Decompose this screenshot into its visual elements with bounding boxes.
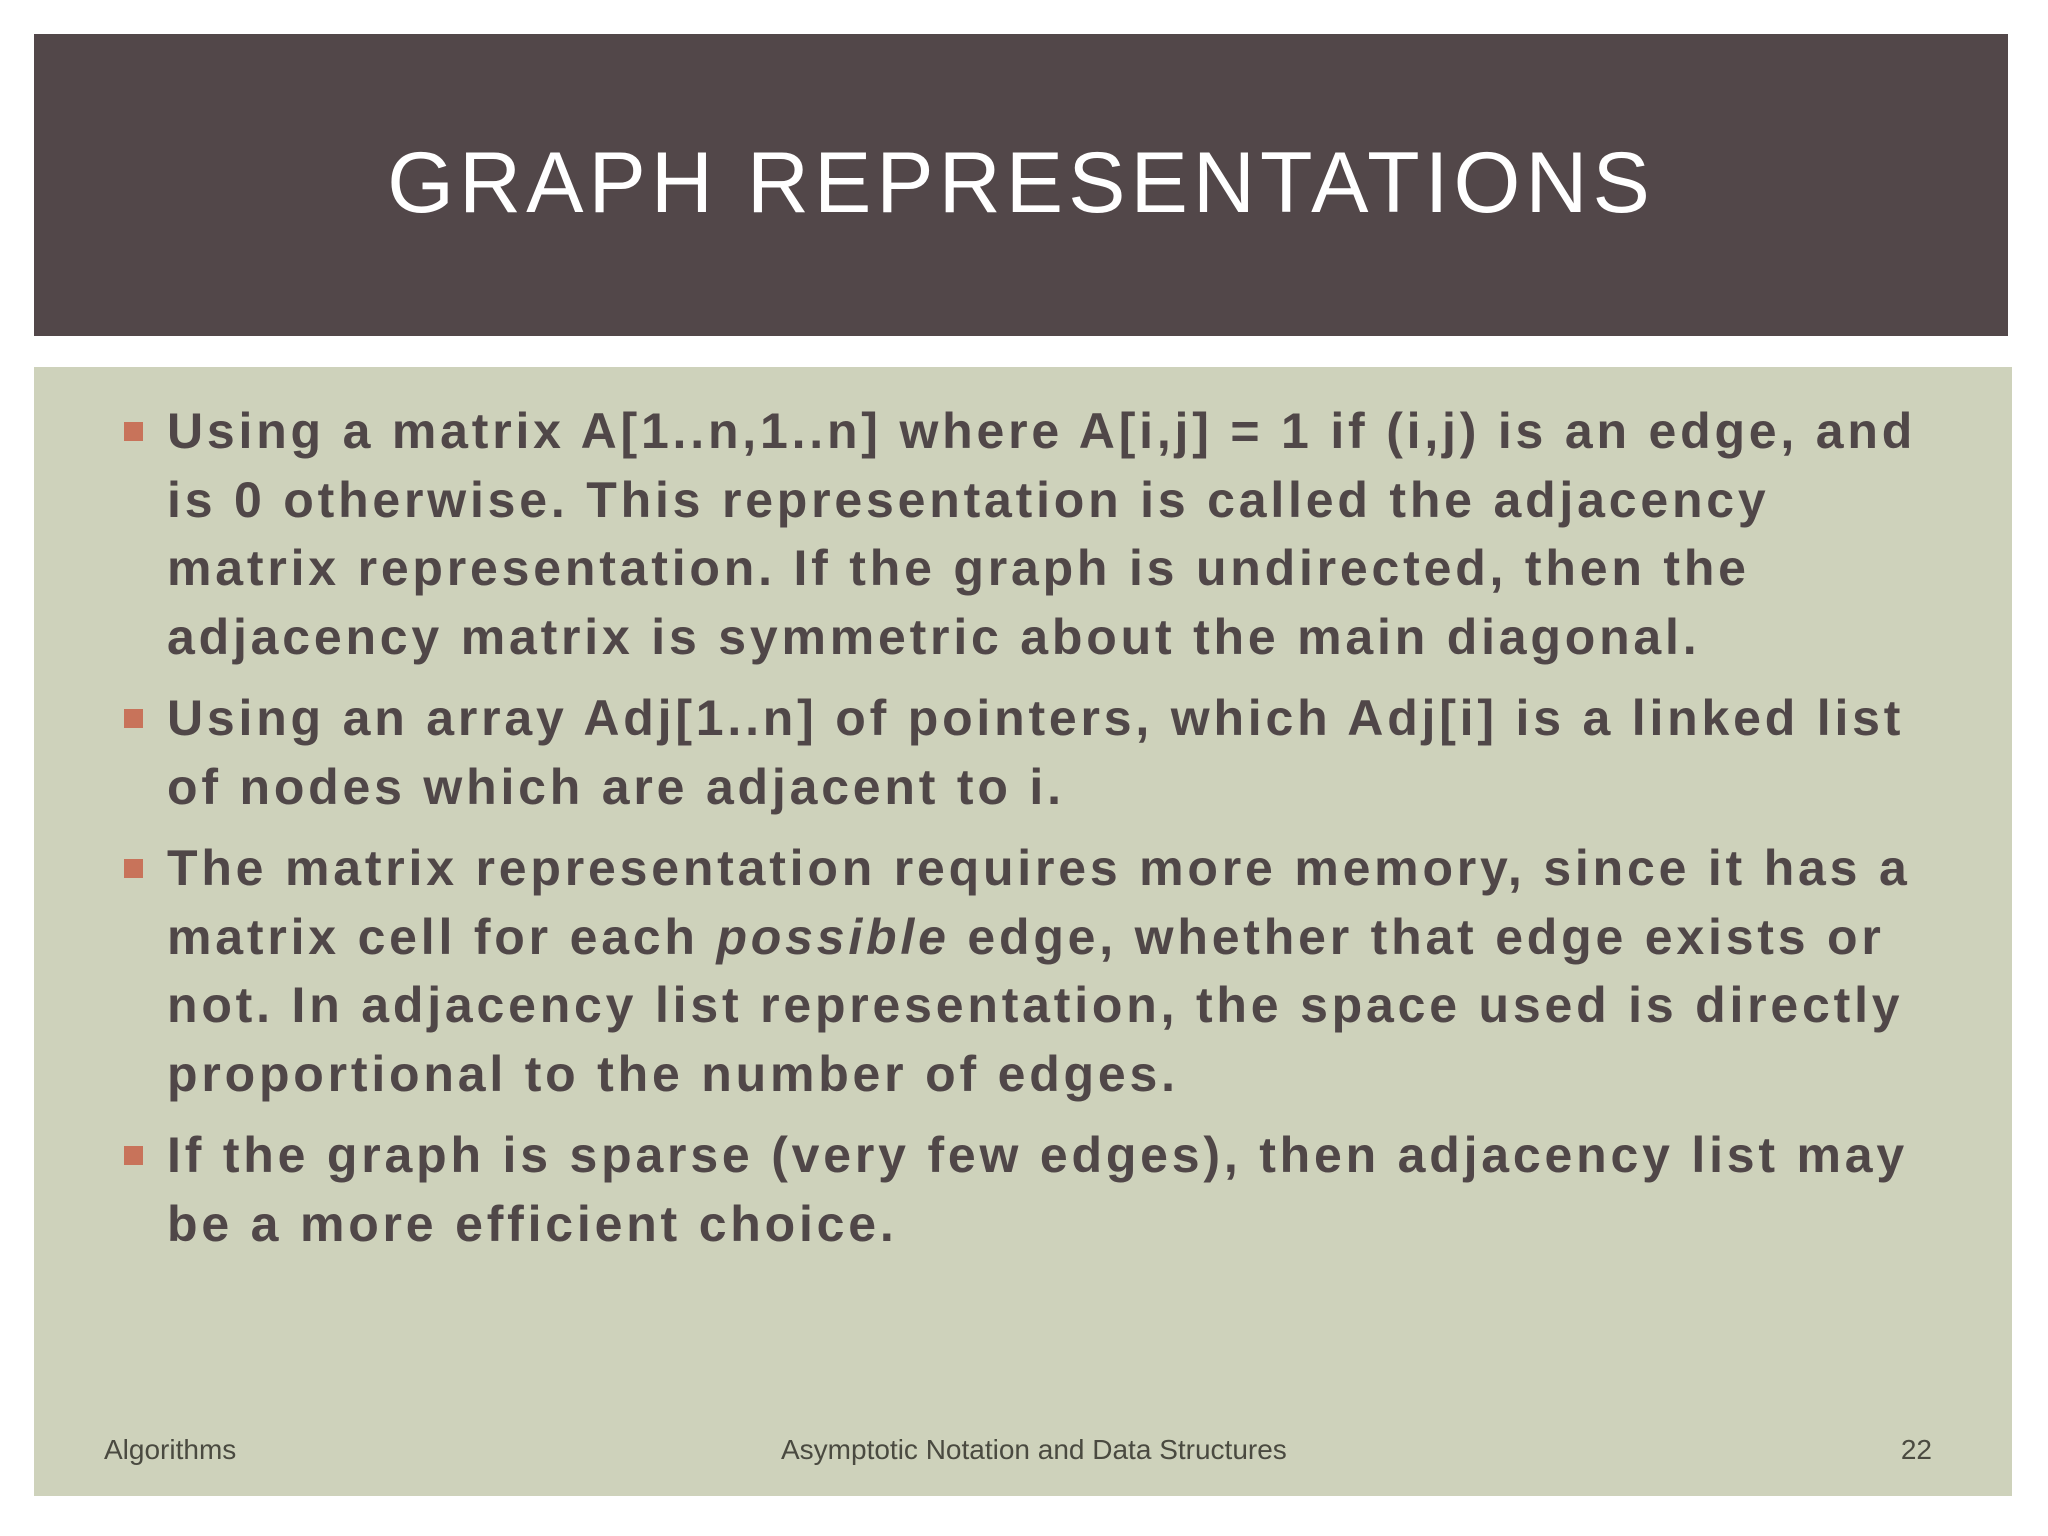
bullet-text: If the graph is sparse (very few edges), then adjacency list may be a more efficient choice. [167, 1127, 1908, 1252]
bullet-item-matrix [34, 397, 2012, 671]
bullet-text-after: edge, whether that edge exists or not. In adjacency list representation, the space used is directly proportional to the number of edges. [167, 908, 1904, 1102]
square-bullet-icon [124, 1146, 143, 1165]
bullet-text: Using a matrix A[1..n,1..n] where A[i,j] = 1 if (i,j) is an edge, and is 0 otherwise. This representation is called the adjacency matrix representation. If the graph is undirected, then the adjacency matrix is symmetric about the main diagonal. [167, 403, 1917, 665]
title-bar [34, 34, 2008, 336]
bullet-emphasis: possible [716, 908, 950, 965]
footer-topic: Asymptotic Notation and Data Structures [781, 1434, 1287, 1465]
bullet-item-sparse [34, 1121, 2012, 1258]
square-bullet-icon [124, 859, 143, 878]
slide-number: 22 [1900, 1434, 1932, 1465]
footer-course: Algorithms [104, 1434, 237, 1465]
square-bullet-icon [124, 709, 143, 728]
bullet-item-memory [34, 834, 2012, 1108]
content-panel [34, 367, 2012, 1496]
slide-footer [34, 1434, 2012, 1474]
bullet-text-before: The matrix representation requires more memory, since it has a matrix cell for each [167, 840, 1911, 965]
slide-title: GRAPH REPRESENTATIONS [387, 134, 1655, 231]
bullet-text: Using an array Adj[1..n] of pointers, which Adj[i] is a linked list of nodes which are adjacent to i. [167, 690, 1905, 815]
bullet-list [34, 397, 2012, 1271]
square-bullet-icon [124, 422, 143, 441]
bullet-item-adjacency-list [34, 684, 2012, 821]
